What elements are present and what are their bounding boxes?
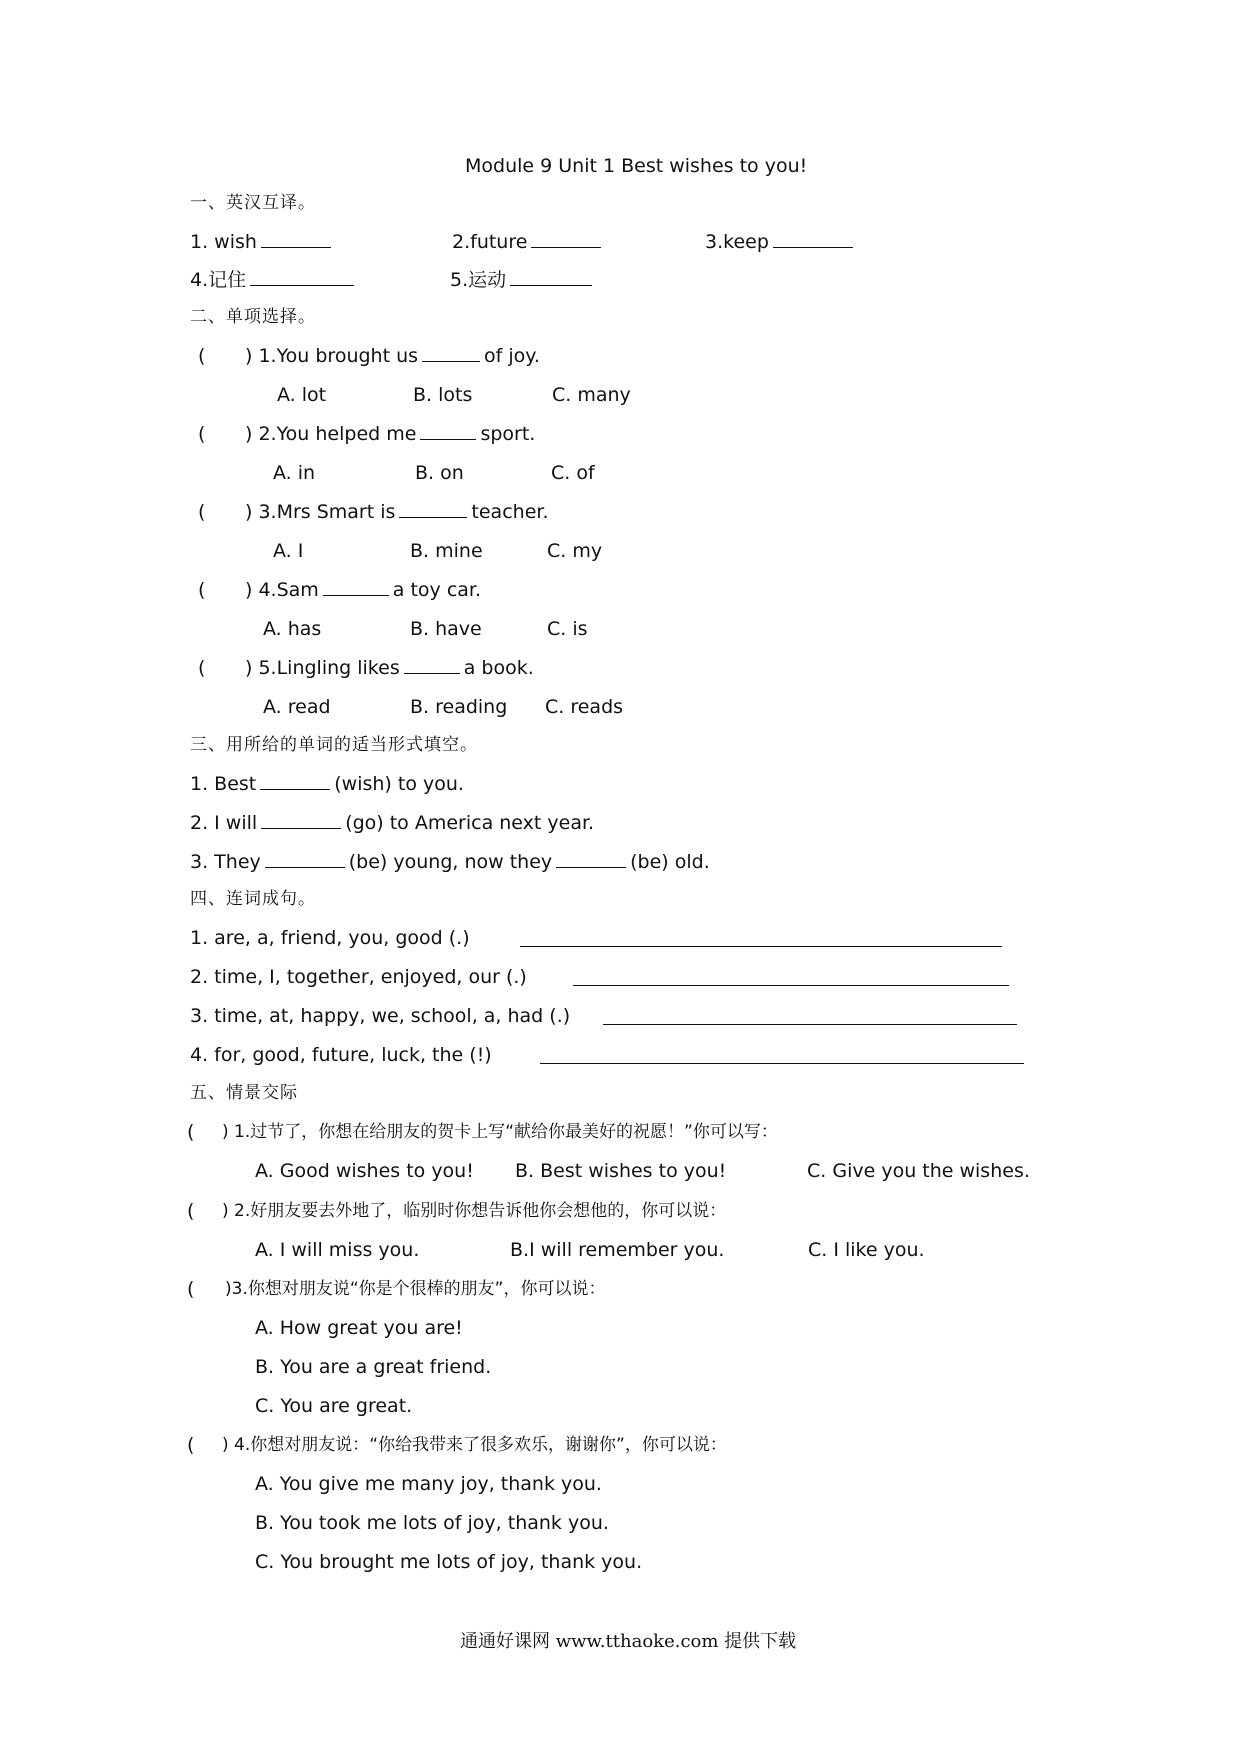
section-2-heading: 二、单项选择。 xyxy=(190,307,316,327)
s1-item-1: 1. wish xyxy=(190,230,335,254)
s2-q2-option-b: B. on xyxy=(415,462,464,484)
s2-q3-option-a: A. I xyxy=(273,540,304,562)
s2-q5-option-a: A. read xyxy=(263,696,331,718)
s4-item-4: 4. for, good, future, luck, the (!) xyxy=(190,1044,492,1066)
s2-q1-option-a: A. lot xyxy=(277,384,327,406)
s2-q5-option-c: C. reads xyxy=(545,696,624,718)
s2-q5-stem: ) 5.Lingling likes a book. xyxy=(245,657,534,679)
s5-q3-option-c: C. You are great. xyxy=(255,1395,413,1417)
s5-q2-option-b: B.I will remember you. xyxy=(510,1239,725,1261)
s5-q2-stem: ) 2.好朋友要去外地了，临别时你想告诉他你会想他的，你可以说： xyxy=(222,1201,727,1221)
s1-item-4: 4.记住 xyxy=(190,268,358,292)
s1-item-3: 3.keep xyxy=(705,230,857,254)
section-1-heading: 一、英汉互译。 xyxy=(190,193,316,213)
s3-line-2: 2. I will (go) to America next year. xyxy=(190,812,595,834)
s2-q2-option-a: A. in xyxy=(273,462,316,484)
s5-q1-paren: ( xyxy=(187,1121,195,1143)
s2-q1-option-c: C. many xyxy=(552,384,631,406)
s2-q3-option-b: B. mine xyxy=(410,540,483,562)
s2-q3-paren: ( xyxy=(198,501,206,523)
s4-answer-line-1 xyxy=(520,946,1002,947)
s5-q4-stem: ) 4.你想对朋友说：“你给我带来了很多欢乐，谢谢你”，你可以说： xyxy=(222,1435,727,1455)
s5-q2-paren: ( xyxy=(187,1200,195,1222)
s5-q4-option-c: C. You brought me lots of joy, thank you. xyxy=(255,1551,643,1573)
s2-q4-paren: ( xyxy=(198,579,206,601)
section-3-heading: 三、用所给的单词的适当形式填空。 xyxy=(190,735,478,755)
s2-q3-stem: ) 3.Mrs Smart is teacher. xyxy=(245,501,549,523)
s4-answer-line-2 xyxy=(573,985,1009,986)
s5-q1-option-a: A. Good wishes to you! xyxy=(255,1160,474,1182)
section-5-heading: 五、情景交际 xyxy=(190,1083,298,1103)
s1-item-2: 2.future xyxy=(452,230,605,254)
s3-line-3: 3. They (be) young, now they (be) old. xyxy=(190,851,710,873)
s4-item-3: 3. time, at, happy, we, school, a, had (.) xyxy=(190,1005,571,1027)
s5-q1-option-b: B. Best wishes to you! xyxy=(515,1160,727,1182)
s4-answer-line-4 xyxy=(540,1063,1024,1064)
s2-q4-option-a: A. has xyxy=(263,618,322,640)
s2-q2-stem: ) 2.You helped me sport. xyxy=(245,423,536,445)
s4-item-1: 1. are, a, friend, you, good (.) xyxy=(190,927,470,949)
s5-q2-option-c: C. I like you. xyxy=(808,1239,925,1261)
page-title: Module 9 Unit 1 Best wishes to you! xyxy=(465,155,808,177)
s5-q3-stem: )3.你想对朋友说“你是个很棒的朋友”，你可以说： xyxy=(225,1279,606,1299)
s2-q3-option-c: C. my xyxy=(547,540,603,562)
s2-q1-option-b: B. lots xyxy=(413,384,473,406)
s5-q4-paren: ( xyxy=(187,1434,195,1456)
s2-q4-option-c: C. is xyxy=(547,618,588,640)
s2-q5-paren: ( xyxy=(198,657,206,679)
s2-q1-stem: ) 1.You brought us of joy. xyxy=(245,345,540,367)
s2-q1-paren: ( xyxy=(198,345,206,367)
s2-q4-option-b: B. have xyxy=(410,618,482,640)
s4-item-2: 2. time, I, together, enjoyed, our (.) xyxy=(190,966,527,988)
s5-q4-option-a: A. You give me many joy, thank you. xyxy=(255,1473,602,1495)
page-footer: 通通好课网 www.tthaoke.com 提供下载 xyxy=(460,1631,797,1652)
s5-q1-stem: ) 1.过节了，你想在给朋友的贺卡上写“献给你最美好的祝愿！”你可以写： xyxy=(222,1122,778,1142)
s5-q4-option-b: B. You took me lots of joy, thank you. xyxy=(255,1512,609,1534)
s5-q1-option-c: C. Give you the wishes. xyxy=(807,1160,1030,1182)
s1-item-5: 5.运动 xyxy=(450,268,596,292)
s2-q2-option-c: C. of xyxy=(551,462,595,484)
s5-q3-paren: ( xyxy=(187,1278,195,1300)
s4-answer-line-3 xyxy=(603,1024,1017,1025)
s5-q2-option-a: A. I will miss you. xyxy=(255,1239,420,1261)
s2-q4-stem: ) 4.Sam a toy car. xyxy=(245,579,482,601)
section-4-heading: 四、连词成句。 xyxy=(190,889,316,909)
s5-q3-option-a: A. How great you are! xyxy=(255,1317,463,1339)
s5-q3-option-b: B. You are a great friend. xyxy=(255,1356,492,1378)
s2-q2-paren: ( xyxy=(198,423,206,445)
s2-q5-option-b: B. reading xyxy=(410,696,508,718)
s3-line-1: 1. Best (wish) to you. xyxy=(190,773,464,795)
